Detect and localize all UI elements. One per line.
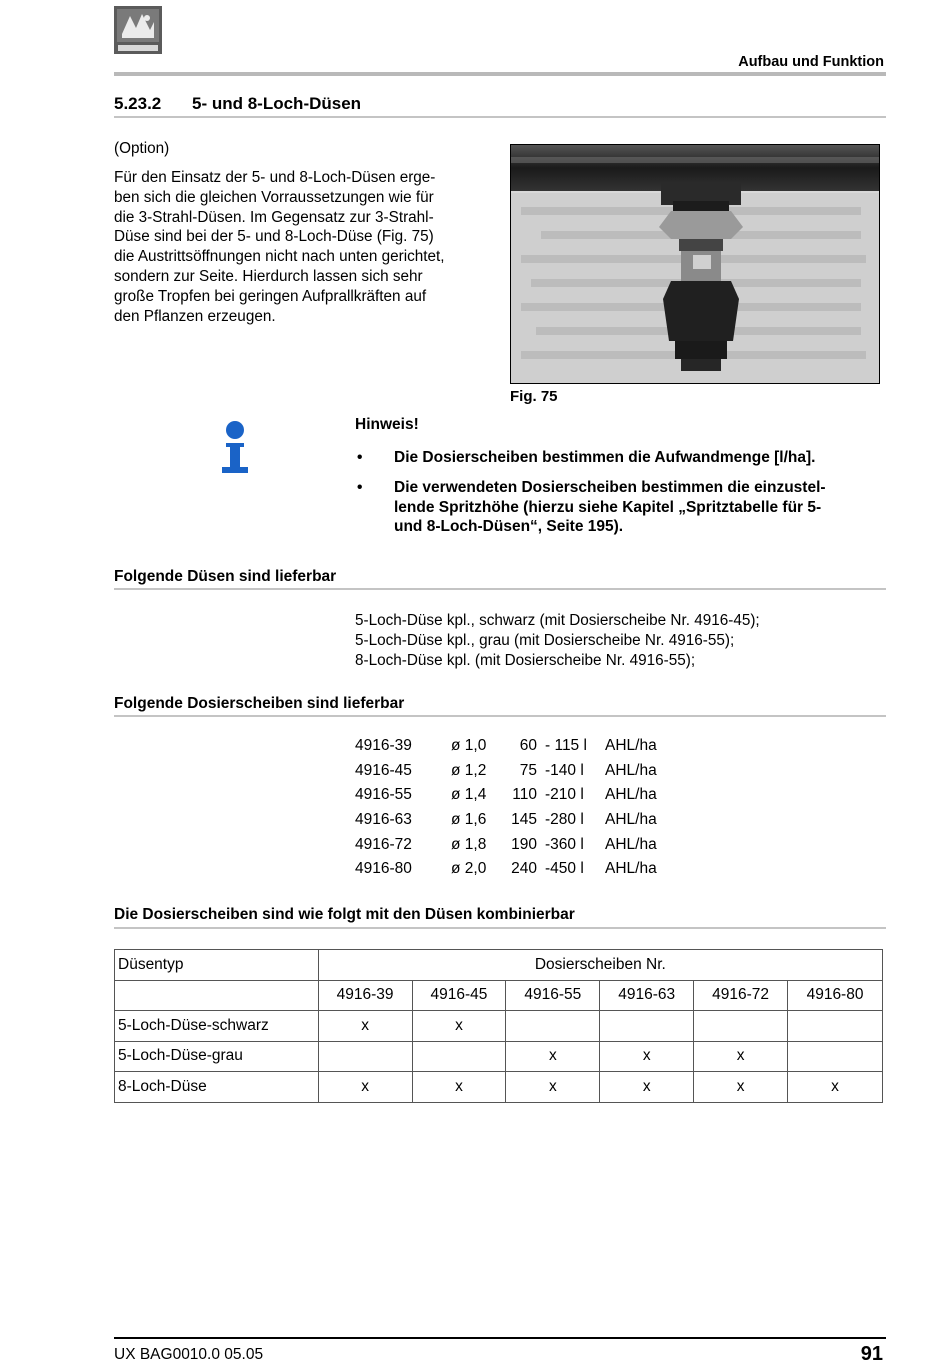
note-line: Die verwendeten Dosierscheiben bestimmen die einzustel- <box>394 478 826 496</box>
disc-row <box>355 836 675 861</box>
nozzle-type-header: Düsentyp <box>115 950 319 981</box>
disc-from-cell: 145 <box>511 811 537 829</box>
section-number: 5.23.2 <box>114 94 162 113</box>
disc-to-cell: -360 l <box>545 835 584 853</box>
combination-mark-cell: x <box>506 1041 600 1072</box>
page-number: 91 <box>860 1343 883 1365</box>
combination-mark-cell: x <box>506 1072 600 1103</box>
combination-mark-cell: x <box>412 1072 506 1103</box>
disc-row <box>355 860 675 885</box>
disc-to-cell: -210 l <box>545 786 584 804</box>
disc-nr-cell: 4916-72 <box>355 835 412 853</box>
nozzles-heading: Folgende Düsen sind lieferbar <box>114 568 337 585</box>
disc-number-header: 4916-63 <box>600 980 694 1011</box>
nozzle-type-cell: 5-Loch-Düse-schwarz <box>115 1011 319 1042</box>
intro-line: die 3-Strahl-Düsen. Im Gegensatz zur 3-Strahl- <box>114 208 434 226</box>
disc-nr-cell: 4916-39 <box>355 737 412 754</box>
intro-line: Für den Einsatz der 5- und 8-Loch-Düsen erge- <box>114 169 436 186</box>
disc-number-header: 4916-45 <box>412 980 506 1011</box>
disc-from-cell: 110 <box>512 786 537 804</box>
combination-table <box>114 949 883 1103</box>
footer-doc-id: UX BAG0010.0 05.05 <box>114 1346 264 1363</box>
intro-line: den Pflanzen erzeugen. <box>114 307 276 325</box>
disc-from-cell: 240 <box>511 860 537 878</box>
disc-to-cell: -140 l <box>545 761 584 779</box>
header-divider <box>114 72 886 76</box>
note-list <box>355 448 875 547</box>
disc-dia-cell: ø 1,2 <box>451 761 487 779</box>
section-title <box>114 94 361 114</box>
combination-row <box>115 1041 883 1072</box>
disc-to-cell: -450 l <box>545 860 584 878</box>
header-section-label: Aufbau und Funktion <box>738 54 884 70</box>
figure-caption: Fig. 75 <box>510 388 558 405</box>
combination-mark-cell <box>412 1041 506 1072</box>
disc-group-header: Dosierscheiben Nr. <box>318 950 882 981</box>
combination-header-row <box>115 950 883 981</box>
disc-dia-cell: ø 1,6 <box>451 811 487 829</box>
combination-mark-cell: x <box>412 1011 506 1042</box>
section-divider <box>114 116 886 118</box>
disc-dia-cell: ø 1,8 <box>451 835 487 853</box>
disc-dia-cell: ø 2,0 <box>451 860 487 878</box>
nozzle-item: 8-Loch-Düse kpl. (mit Dosierscheibe Nr. 4916-55); <box>355 651 696 669</box>
intro-line: große Tropfen bei geringen Aufprallkräften auf <box>114 287 427 305</box>
intro-paragraph <box>114 168 494 326</box>
disc-nr-cell: 4916-63 <box>355 811 412 829</box>
discs-divider <box>114 715 886 717</box>
amazone-logo-icon <box>114 6 162 54</box>
disc-number-row <box>115 980 883 1011</box>
nozzle-item: 5-Loch-Düse kpl., grau (mit Dosierscheibe Nr. 4916-55); <box>355 631 735 649</box>
empty-cell <box>115 980 319 1011</box>
nozzle-type-cell: 5-Loch-Düse-grau <box>115 1041 319 1072</box>
option-label: (Option) <box>114 140 170 157</box>
combination-mark-cell: x <box>600 1072 694 1103</box>
combination-mark-cell: x <box>694 1041 788 1072</box>
disc-to-cell: - 115 l <box>545 737 587 754</box>
amazone-logo <box>114 6 162 54</box>
combination-divider <box>114 927 886 929</box>
combination-mark-cell: x <box>600 1041 694 1072</box>
combination-mark-cell: x <box>318 1011 412 1042</box>
disc-dia-cell: ø 1,4 <box>451 786 487 804</box>
nozzle-photo-image <box>511 145 880 384</box>
disc-row <box>355 762 675 787</box>
disc-nr-cell: 4916-45 <box>355 761 412 779</box>
disc-to-cell: -280 l <box>545 811 584 829</box>
disc-row <box>355 737 675 762</box>
disc-from-cell: 190 <box>511 835 537 853</box>
combination-mark-cell <box>788 1041 883 1072</box>
combination-mark-cell <box>318 1041 412 1072</box>
disc-number-header: 4916-55 <box>506 980 600 1011</box>
disc-list-table <box>355 737 675 885</box>
combination-row <box>115 1072 883 1103</box>
note-line: lende Spritzhöhe (hierzu siehe Kapitel „Spritztabelle für 5- <box>394 498 822 516</box>
disc-unit-cell: AHL/ha <box>605 811 657 829</box>
combination-mark-cell <box>506 1011 600 1042</box>
nozzle-type-cell: 8-Loch-Düse <box>115 1072 319 1103</box>
disc-unit-cell: AHL/ha <box>605 737 657 754</box>
nozzles-divider <box>114 588 886 590</box>
info-icon <box>220 421 250 475</box>
intro-line: sondern zur Seite. Hierdurch lassen sich sehr <box>114 267 423 285</box>
disc-number-header: 4916-72 <box>694 980 788 1011</box>
intro-line: Düse sind bei der 5- und 8-Loch-Düse (Fig. 75) <box>114 228 434 246</box>
disc-row <box>355 786 675 811</box>
disc-dia-cell: ø 1,0 <box>451 737 487 754</box>
disc-row <box>355 811 675 836</box>
nozzle-list <box>355 611 760 670</box>
bullet-icon: • <box>357 478 363 496</box>
nozzle-item: 5-Loch-Düse kpl., schwarz (mit Dosierscheibe Nr. 4916-45); <box>355 612 760 629</box>
combination-mark-cell <box>600 1011 694 1042</box>
intro-line: die Austrittsöffnungen nicht nach unten gerichtet, <box>114 248 445 266</box>
combination-row <box>115 1011 883 1042</box>
combination-mark-cell: x <box>318 1072 412 1103</box>
disc-nr-cell: 4916-55 <box>355 786 412 804</box>
disc-number-header: 4916-39 <box>318 980 412 1011</box>
combination-mark-cell: x <box>788 1072 883 1103</box>
disc-unit-cell: AHL/ha <box>605 835 657 853</box>
combination-mark-cell: x <box>694 1072 788 1103</box>
note-line: Die Dosierscheiben bestimmen die Aufwandmenge [l/ha]. <box>394 449 816 466</box>
bullet-icon: • <box>357 449 363 466</box>
disc-number-header: 4916-80 <box>788 980 883 1011</box>
disc-from-cell: 60 <box>519 737 537 754</box>
disc-unit-cell: AHL/ha <box>605 761 657 779</box>
combination-heading: Die Dosierscheiben sind wie folgt mit den Düsen kombinierbar <box>114 906 575 923</box>
footer-divider <box>114 1337 886 1339</box>
disc-unit-cell: AHL/ha <box>605 786 657 804</box>
section-title-text: 5- und 8-Loch-Düsen <box>192 94 362 113</box>
note-item <box>355 448 875 468</box>
disc-nr-cell: 4916-80 <box>355 860 412 878</box>
note-line: und 8-Loch-Düsen“, Seite 195). <box>394 518 624 536</box>
note-item <box>355 478 875 537</box>
combination-mark-cell <box>788 1011 883 1042</box>
disc-from-cell: 75 <box>519 761 537 779</box>
intro-line: ben sich die gleichen Vorraussetzungen wie für <box>114 188 434 206</box>
disc-unit-cell: AHL/ha <box>605 860 657 878</box>
discs-heading: Folgende Dosierscheiben sind lieferbar <box>114 695 405 712</box>
note-heading: Hinweis! <box>355 416 419 433</box>
combination-mark-cell <box>694 1011 788 1042</box>
nozzle-photo <box>510 144 880 384</box>
